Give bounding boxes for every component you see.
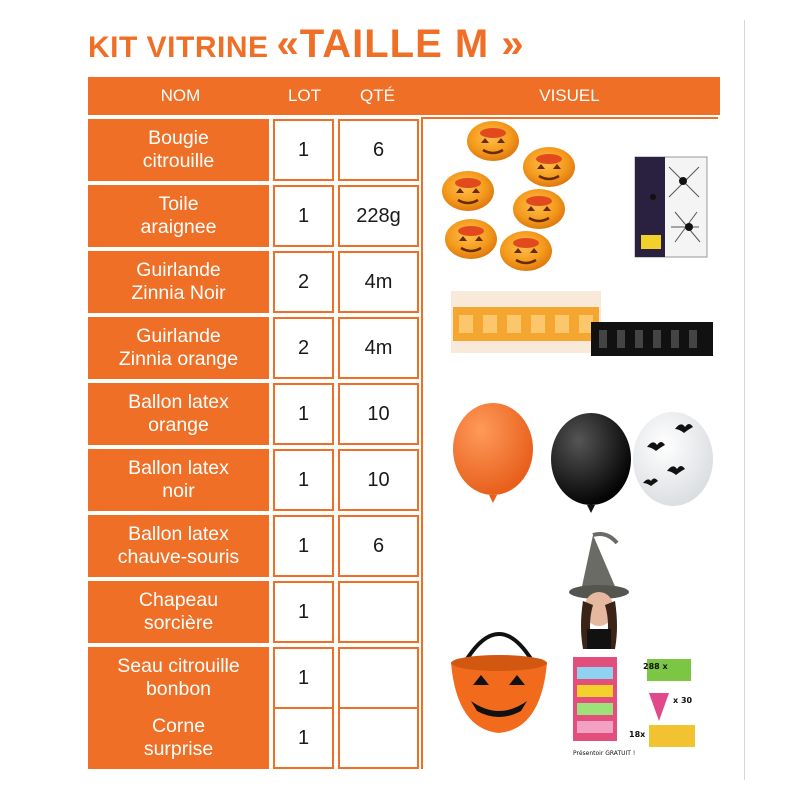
- cell-lot: 1: [273, 119, 334, 181]
- table-row: [88, 515, 419, 577]
- nom-line1: Toile: [158, 193, 199, 215]
- cell-nom: [88, 119, 269, 181]
- table-row: [88, 707, 419, 769]
- orange-garland-icon: [451, 291, 601, 353]
- count-18: 18x: [629, 730, 646, 739]
- black-garland-icon: [591, 322, 713, 356]
- header-lot: LOT: [273, 77, 336, 115]
- cell-lot: 2: [273, 251, 334, 313]
- cell-nom: [88, 707, 269, 769]
- nom-line2: orange: [148, 414, 209, 436]
- count-288: 288 x: [643, 662, 668, 671]
- table-row: [88, 581, 419, 643]
- table-row: [88, 449, 419, 511]
- nom-line1: Seau citrouille: [117, 655, 240, 677]
- orange-balloon-icon: [453, 403, 533, 503]
- count-30: x 30: [673, 696, 693, 705]
- cell-qte: 4m: [338, 251, 419, 313]
- nom-line1: Ballon latex: [128, 457, 229, 479]
- cell-qte: [338, 707, 419, 769]
- cell-lot: 1: [273, 647, 334, 709]
- cell-nom: [88, 251, 269, 313]
- cell-nom: [88, 449, 269, 511]
- cell-qte: [338, 647, 419, 709]
- bat-balloon-icon: [633, 412, 713, 506]
- pumpkin-candle-icon: [442, 121, 575, 271]
- pumpkin-bucket-icon: [451, 634, 547, 733]
- presentoir-label: Présentoir GRATUIT !: [573, 750, 636, 757]
- cell-qte: 4m: [338, 317, 419, 379]
- page-title: [88, 22, 728, 74]
- table-row: [88, 251, 419, 313]
- visual-column: [421, 117, 718, 769]
- cell-qte: [338, 581, 419, 643]
- table-row: [88, 185, 419, 247]
- cell-qte: 6: [338, 515, 419, 577]
- nom-line2: Zinnia orange: [118, 348, 239, 370]
- cell-lot: 1: [273, 581, 334, 643]
- nom-line2: noir: [162, 480, 195, 502]
- nom-line2: chauve-souris: [117, 546, 240, 568]
- nom-line2: surprise: [143, 738, 214, 760]
- table-row: [88, 119, 419, 181]
- cell-lot: 1: [273, 383, 334, 445]
- table-row: [88, 317, 419, 379]
- nom-line1: Ballon latex: [128, 523, 229, 545]
- cell-lot: 2: [273, 317, 334, 379]
- cell-qte: 10: [338, 383, 419, 445]
- nom-line1: Guirlande: [136, 325, 221, 347]
- title-main: «TAILLE M »: [276, 22, 525, 66]
- cell-nom: [88, 647, 269, 709]
- table-row: [88, 647, 419, 709]
- nom-line2: sorcière: [143, 612, 214, 634]
- nom-line2: citrouille: [142, 150, 215, 172]
- nom-line1: Bougie: [148, 127, 209, 149]
- header-visuel: VISUEL: [419, 77, 720, 115]
- visual-illustrations: [423, 119, 718, 769]
- cell-lot: 1: [273, 185, 334, 247]
- nom-line1: Corne: [151, 715, 206, 737]
- cell-nom: [88, 383, 269, 445]
- page-divider: [744, 20, 745, 780]
- header-qte: QTÉ: [336, 77, 419, 115]
- cell-qte: 228g: [338, 185, 419, 247]
- kit-table: [88, 77, 720, 769]
- cell-nom: [88, 317, 269, 379]
- cell-qte: 6: [338, 119, 419, 181]
- spider-web-pack-icon: [635, 157, 707, 257]
- cell-lot: 1: [273, 449, 334, 511]
- cell-qte: 10: [338, 449, 419, 511]
- header-nom: NOM: [88, 77, 273, 115]
- candy-display-icon: [573, 657, 695, 757]
- nom-line1: Chapeau: [138, 589, 219, 611]
- nom-line2: araignee: [140, 216, 217, 238]
- black-balloon-icon: [551, 413, 631, 513]
- cell-nom: [88, 581, 269, 643]
- nom-line2: Zinnia Noir: [131, 282, 226, 304]
- nom-line1: Ballon latex: [128, 391, 229, 413]
- nom-line2: bonbon: [145, 678, 212, 700]
- nom-line1: Guirlande: [136, 259, 221, 281]
- title-prefix: KIT VITRINE: [88, 31, 269, 64]
- cell-lot: 1: [273, 707, 334, 769]
- cell-nom: [88, 515, 269, 577]
- table-row: [88, 383, 419, 445]
- cell-lot: 1: [273, 515, 334, 577]
- witch-hat-icon: [569, 534, 629, 649]
- cell-nom: [88, 185, 269, 247]
